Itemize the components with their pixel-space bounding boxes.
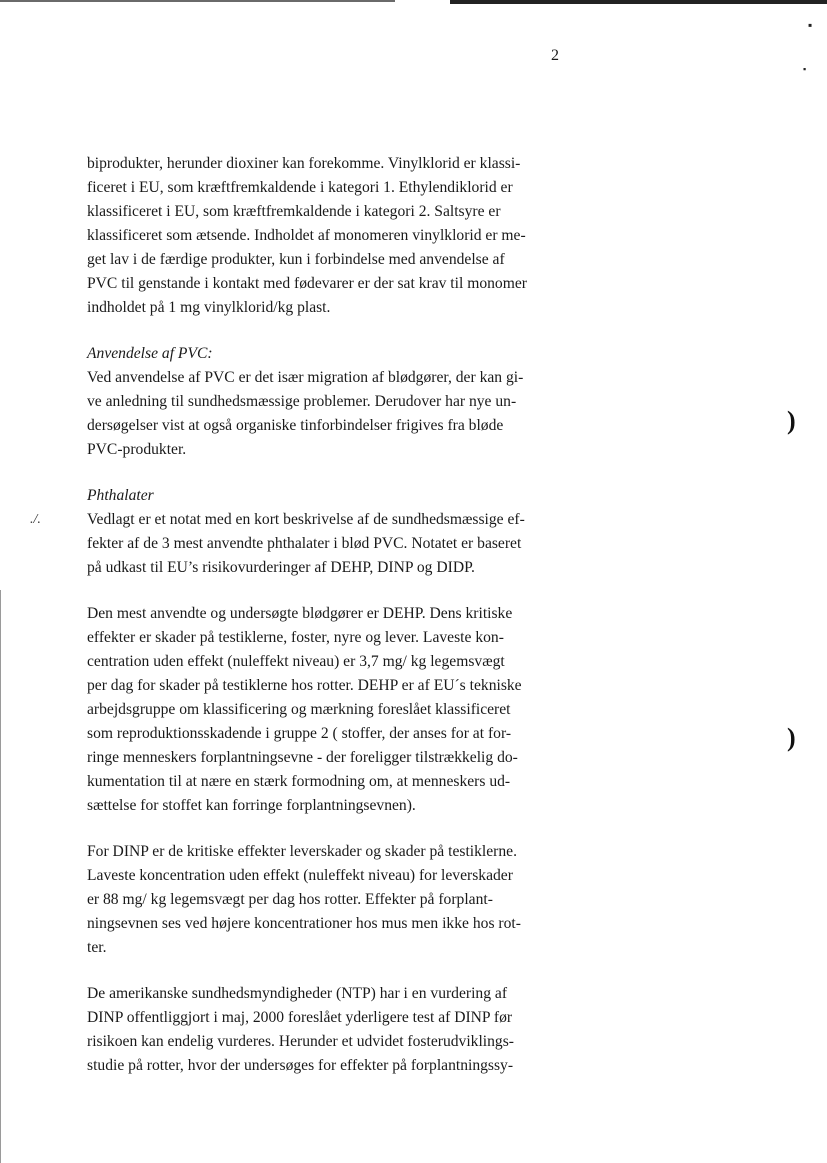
text-line: ringe menneskers forplantningsevne - der foreligger tilstrækkelig do-: [87, 749, 518, 766]
paragraph-intro: [87, 152, 567, 320]
text-line: Ved anvendelse af PVC er det især migration af blødgører, der kan gi-: [87, 369, 524, 386]
binder-hole-mark: ): [787, 406, 796, 435]
text-line: per dag for skader på testiklerne hos rotter. DEHP er af EU´s tekniske: [87, 677, 522, 694]
page-number: 2: [551, 47, 559, 64]
paragraph-phthalater: [87, 508, 567, 580]
scan-left-edge: [0, 590, 1, 1163]
document-body: [87, 152, 567, 1078]
text-line: Vedlagt er et notat med en kort beskrivelse af de sundhedsmæssige ef-: [87, 511, 525, 528]
text-line: fekter af de 3 mest anvendte phthalater i blød PVC. Notatet er baseret: [87, 535, 522, 552]
text-line: DINP offentliggjort i maj, 2000 foreslået yderligere test af DINP før: [87, 1009, 513, 1026]
text-line: klassificeret som ætsende. Indholdet af monomeren vinylklorid er me-: [87, 227, 526, 244]
text-line: klassificeret i EU, som kræftfremkaldende i kategori 2. Saltsyre er: [87, 203, 501, 220]
text-line: som reproduktionsskadende i gruppe 2 ( stoffer, der anses for at for-: [87, 725, 512, 742]
paragraph-anvendelse: [87, 366, 567, 462]
text-line: indholdet på 1 mg vinylklorid/kg plast.: [87, 299, 331, 316]
text-line: ningsevnen ses ved højere koncentrationer hos mus men ikke hos rot-: [87, 915, 521, 932]
paragraph-dinp: [87, 840, 567, 960]
text-line: studie på rotter, hvor der undersøges for effekter på forplantningssy-: [87, 1057, 514, 1074]
text-line: sættelse for stoffet kan forringe forplantningsevnen).: [87, 797, 416, 814]
text-line: ve anledning til sundhedsmæssige problemer. Derudover har nye un-: [87, 393, 517, 410]
text-line: ter.: [87, 939, 107, 956]
text-line: PVC til genstande i kontakt med fødevarer er der sat krav til monomer: [87, 275, 527, 292]
text-line: get lav i de færdige produkter, kun i forbindelse med anvendelse af: [87, 251, 505, 268]
section-heading-anvendelse: Anvendelse af PVC:: [87, 345, 213, 362]
text-line: Laveste koncentration uden effekt (nuleffekt niveau) for leverskader: [87, 867, 513, 884]
text-line: risikoen kan endelig vurderes. Herunder et udvidet fosterudviklings-: [87, 1033, 514, 1050]
text-line: PVC-produkter.: [87, 441, 187, 458]
text-line: biprodukter, herunder dioxiner kan forekomme. Vinylklorid er klassi-: [87, 155, 521, 172]
section-heading-phthalater: Phthalater: [87, 487, 154, 504]
text-line: på udkast til EU’s risikovurderinger af DEHP, DINP og DIDP.: [87, 559, 475, 576]
text-line: centration uden effekt (nuleffekt niveau) er 3,7 mg/ kg legemsvægt: [87, 653, 505, 670]
text-line: De amerikanske sundhedsmyndigheder (NTP) har i en vurdering af: [87, 985, 508, 1002]
scan-top-edge-left: [0, 0, 395, 2]
margin-annotation: ./.: [30, 512, 41, 527]
paragraph-dehp: [87, 602, 567, 818]
text-line: arbejdsgruppe om klassificering og mærkning foreslået klassificeret: [87, 701, 511, 718]
text-line: Den mest anvendte og undersøgte blødgører er DEHP. Dens kritiske: [87, 605, 513, 622]
binder-hole-mark: ): [787, 723, 796, 752]
text-line: dersøgelser vist at også organiske tinforbindelser frigives fra bløde: [87, 417, 504, 434]
scan-top-edge-right: [450, 0, 827, 4]
text-line: effekter er skader på testiklerne, foster, nyre og lever. Laveste kon-: [87, 629, 504, 646]
text-line: er 88 mg/ kg legemsvægt per dag hos rotter. Effekter på forplant-: [87, 891, 493, 908]
text-line: kumentation til at nære en stærk formodning om, at menneskers ud-: [87, 773, 511, 790]
paragraph-ntp: [87, 982, 567, 1078]
text-line: For DINP er de kritiske effekter leverskader og skader på testiklerne.: [87, 843, 517, 860]
scan-speck: ▪: [803, 64, 807, 74]
scan-speck: ▪: [808, 18, 813, 32]
text-line: ficeret i EU, som kræftfremkaldende i kategori 1. Ethylendiklorid er: [87, 179, 513, 196]
